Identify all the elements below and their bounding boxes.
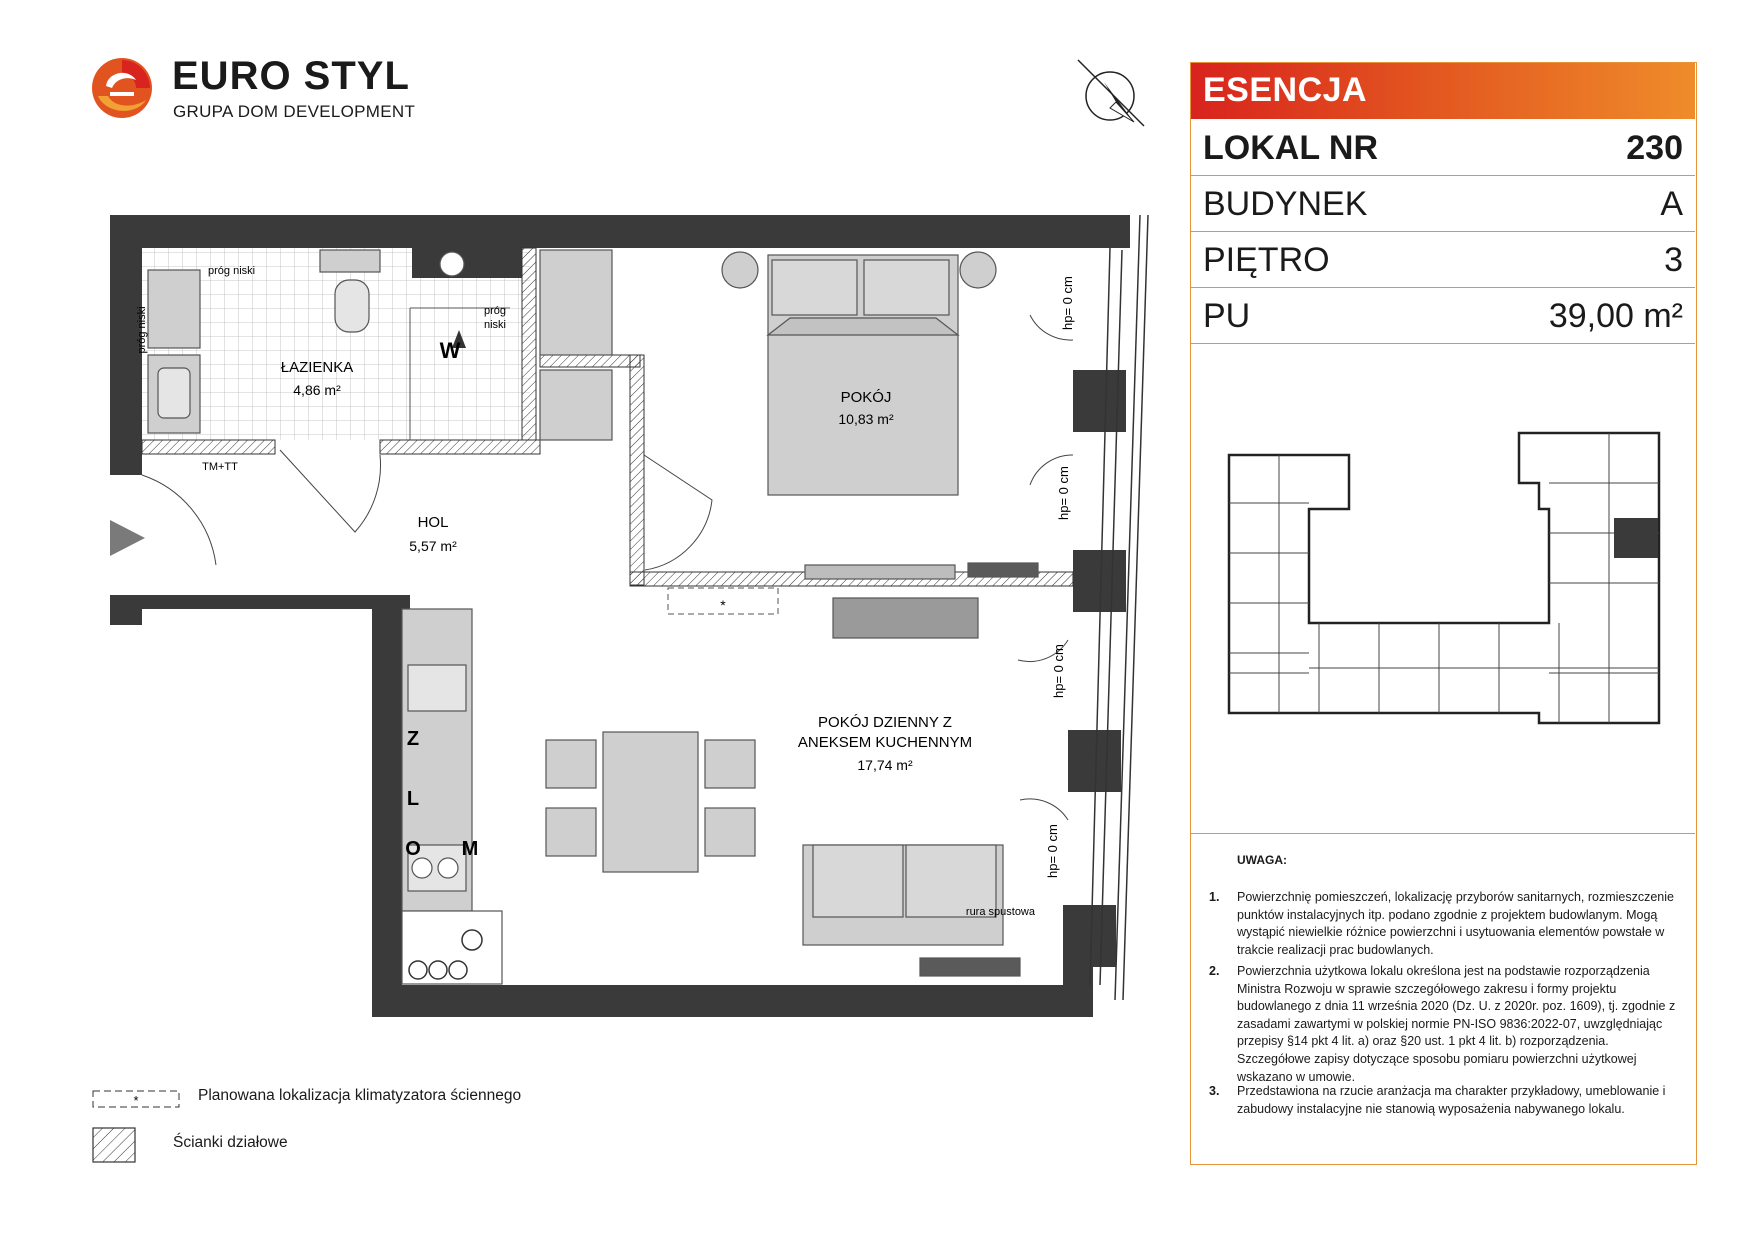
room-area-bedroom: 10,83 m² [838,411,894,427]
site-plan-map [1219,423,1679,753]
row-floor [1191,231,1695,288]
note-3-num: 3. [1209,1084,1220,1098]
row-label-unit: LOKAL NR [1203,129,1379,167]
plan-label-w: W [439,338,461,363]
label-hp-4: hp= 0 cm [1045,824,1060,878]
project-header [1191,63,1695,119]
plan-label-l: L [406,788,420,810]
floor-plan [100,205,1170,1035]
room-area-living: 17,74 m² [857,757,913,773]
note-1-text: Powierzchnię pomieszczeń, lokalizację przyborów sanitarnych, rozmieszczenie punktów instalacyjnych itp. podano zgodnie z projektem budowlanym. Mogą wystąpić niewielkie różnice powierzchni i usytuowania elementów powstałe w trakcie realizacji prac budowlanych. [1237,890,1674,957]
label-hp-1: hp= 0 cm [1060,276,1075,330]
highlighted-unit [1614,518,1658,558]
room-area-bathroom: 4,86 m² [293,382,341,398]
label-threshold-2a: próg [484,305,507,317]
label-hp-3: hp= 0 cm [1051,644,1066,698]
legend-ac-label: Planowana lokalizacja klimatyzatora ściennego [198,1087,522,1104]
row-value-area: 39,00 m² [1548,297,1683,335]
entrance-arrow-icon [110,520,145,556]
brand-subtitle: GRUPA DOM DEVELOPMENT [173,102,416,121]
room-area-hall: 5,57 m² [409,538,457,554]
label-threshold-1: próg niski [208,265,256,277]
note-2 [1209,963,1679,1087]
row-label-floor: PIĘTRO [1203,241,1330,279]
note-2-num: 2. [1209,964,1220,978]
info-panel [1190,62,1697,1165]
row-label-building: BUDYNEK [1203,185,1368,223]
room-name-bedroom: POKÓJ [840,389,892,406]
row-usable-area [1191,287,1695,344]
legend-ac-mark: * [133,1093,139,1108]
legend-wall-label: Ścianki działowe [173,1134,288,1151]
label-tm-tt: TM+TT [202,461,238,473]
notes-title: UWAGA: [1237,853,1287,867]
room-name-bathroom: ŁAZIENKA [280,359,354,376]
row-label-area: PU [1203,297,1251,335]
row-value-building: A [1660,185,1683,223]
row-value-unit: 230 [1626,129,1683,167]
plan-label-o: O [405,838,421,860]
note-3-text: Przedstawiona na rzucie aranżacja ma charakter przykładowy, umeblowanie i zabudowy instalacyjne nie stanowią wyposażenia nabywanego lokalu. [1237,1084,1666,1116]
brand-logo-icon [90,56,154,120]
project-name: ESENCJA [1203,71,1368,109]
row-value-floor: 3 [1664,241,1683,279]
plan-label-z: Z [406,728,420,750]
room-name-living-2: ANEKSEM KUCHENNYM [797,734,973,751]
label-threshold-tub: próg niski [136,306,148,354]
ac-symbol: * [720,597,726,613]
note-3 [1209,1083,1679,1137]
row-building [1191,175,1695,232]
panel-separator [1191,833,1695,834]
legend-wall-symbol [92,1127,136,1163]
note-1-num: 1. [1209,890,1220,904]
label-hp-2: hp= 0 cm [1056,466,1071,520]
brand-name: EURO STYL [172,54,410,98]
room-name-hall: HOL [417,514,449,531]
note-1 [1209,889,1679,961]
note-2-text: Powierzchnia użytkowa lokalu określona jest na podstawie rozporządzenia Ministra Rozwoju w sprawie szczegółowego zakresu i formy projektu budowlanego z dnia 11 września 2020 (Dz. U. z 2020r. poz. 1609), tj. zgodnie z zasadami zawartymi w polskiej normie PN-ISO 9836:2022-07, uwzględniając przepisy §14 pkt 4 lit. a) oraz §20 ust. 1 pkt 4 lit. b) rozporządzenia. Szczegółowe zapisy dotyczące sposobu pomiaru powierzchni użytkowej wskazano w umowie. [1237,964,1676,1084]
room-name-living-1: POKÓJ DZIENNY Z [818,714,952,731]
label-downpipe: rura spustowa [965,906,1035,918]
north-compass-icon [1074,56,1146,128]
row-unit-number [1191,119,1695,176]
label-threshold-2b: niski [484,319,507,331]
facade-piers [1063,370,1126,967]
living-furniture [546,732,1020,976]
legend-ac-symbol [92,1090,180,1108]
plan-label-m: M [461,838,479,860]
